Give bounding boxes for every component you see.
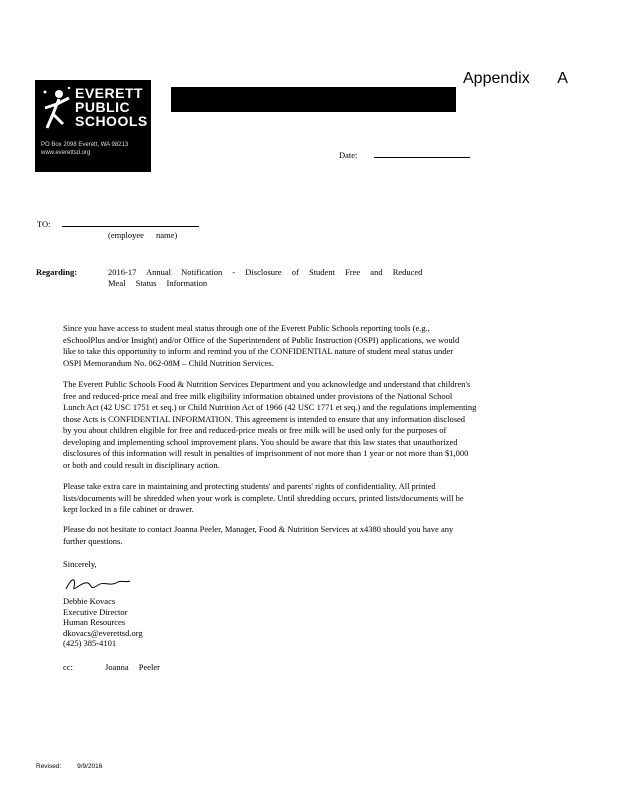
logo-line-2: PUBLIC	[75, 99, 131, 115]
paragraph-line: disclosures of this information will result in penalties of imprisonment of not more than 1 year or not more than $1,000	[63, 448, 469, 458]
paragraph-2	[63, 379, 563, 471]
paragraph-line: OSPI Memorandum No. 062-08M – Child Nutrition Services.	[63, 357, 274, 368]
paragraph-4	[63, 524, 563, 547]
signer-name: Debbie Kovacs	[63, 596, 116, 606]
paragraph-1	[63, 323, 563, 369]
to-blank	[62, 226, 199, 227]
cc-name: Joanna Peeler	[105, 662, 161, 672]
date-blank	[374, 157, 470, 158]
signer-email: dkovacs@everettsd.org	[63, 627, 143, 638]
logo-line-1: EVERETT	[75, 85, 144, 101]
paragraph-line: or both and could result in disciplinary action.	[63, 459, 220, 470]
to-row	[37, 219, 199, 230]
paragraph-line: Lunch Act (42 USC 1751 et seq.) or Child Nutrition Act of 1966 (42 USC 1771 et seq.) and the regulations implementing	[63, 402, 477, 412]
logo-line-3: SCHOOLS	[75, 113, 148, 129]
paragraph-line: kept locked in a file cabinet or drawer.	[63, 504, 194, 514]
cc-row	[63, 662, 160, 673]
paragraph-line: lists/documents will be shredded when your work is complete. Until shredding occurs, printed lists/documents will be	[63, 492, 464, 503]
to-caption: (employee name)	[108, 230, 178, 240]
logo-address	[41, 141, 128, 157]
closing: Sincerely,	[63, 559, 97, 569]
logo-wordmark	[75, 86, 148, 128]
date-label: Date:	[339, 150, 358, 160]
signer-phone: (425) 385-4101	[63, 638, 117, 648]
runner-figure-icon	[39, 84, 75, 136]
footer-revised	[36, 763, 102, 770]
signer-title: Executive Director	[63, 606, 128, 617]
date-row	[339, 150, 470, 161]
revised-label: Revised:	[36, 763, 62, 770]
regarding-line-1: 2016-17 Annual Notification - Disclosure of Student Free and Reduced	[108, 267, 423, 277]
regarding-line-2: Meal Status Information	[108, 278, 208, 288]
paragraph-line: eSchoolPlus and/or Insight) and/or Office of the Superintendent of Public Instruction (OSPI) applications, we would	[63, 334, 460, 345]
district-logo	[35, 80, 151, 172]
paragraph-line: The Everett Public Schools Food & Nutrition Services Department and you acknowledge and understand that children's	[63, 379, 471, 389]
redaction-bar	[171, 87, 456, 112]
revised-date: 9/9/2016	[77, 763, 103, 770]
paragraph-line: like to take this opportunity to inform and remind you of the CONFIDENTIAL nature of student meal status under	[63, 346, 454, 356]
paragraph-3	[63, 481, 563, 516]
handwritten-signature	[62, 573, 132, 595]
cc-label: cc:	[63, 662, 73, 672]
regarding-text	[108, 267, 422, 289]
logo-address-line: PO Box 2098 Everett, WA 98213	[41, 142, 129, 148]
paragraph-line: those Acts is CONFIDENTIAL INFORMATION. This agreement is intended to ensure that any information disclosed	[63, 413, 466, 424]
paragraph-line: developing and implementing school improvement plans. You should be aware that this law states that unauthorized	[63, 436, 458, 447]
paragraph-line: Please do not hesitate to contact Joanna Peeler, Manager, Food & Nutrition Services at x4380 should you have any	[63, 524, 454, 534]
paragraph-line: by you about children eligible for free and reduced-price meals or free milk will be used only for the purposes of	[63, 425, 447, 435]
paragraph-line: free and reduced-price meal and free milk eligibility information obtained under provisions of the National School	[63, 390, 453, 401]
paragraph-line: Since you have access to student meal status through one of the Everett Public Schools reporting tools (e.g.,	[63, 323, 430, 333]
logo-website: www.everettsd.org	[41, 150, 91, 156]
paragraph-line: further questions.	[63, 535, 123, 546]
regarding-label: Regarding:	[36, 267, 78, 277]
appendix-label: Appendix A	[463, 70, 568, 87]
signer-department: Human Resources	[63, 617, 126, 627]
to-label: TO:	[37, 219, 51, 229]
paragraph-line: Please take extra care in maintaining and protecting students' and parents' rights of confidentiality. All printed	[63, 481, 436, 491]
signature-block	[63, 596, 143, 649]
